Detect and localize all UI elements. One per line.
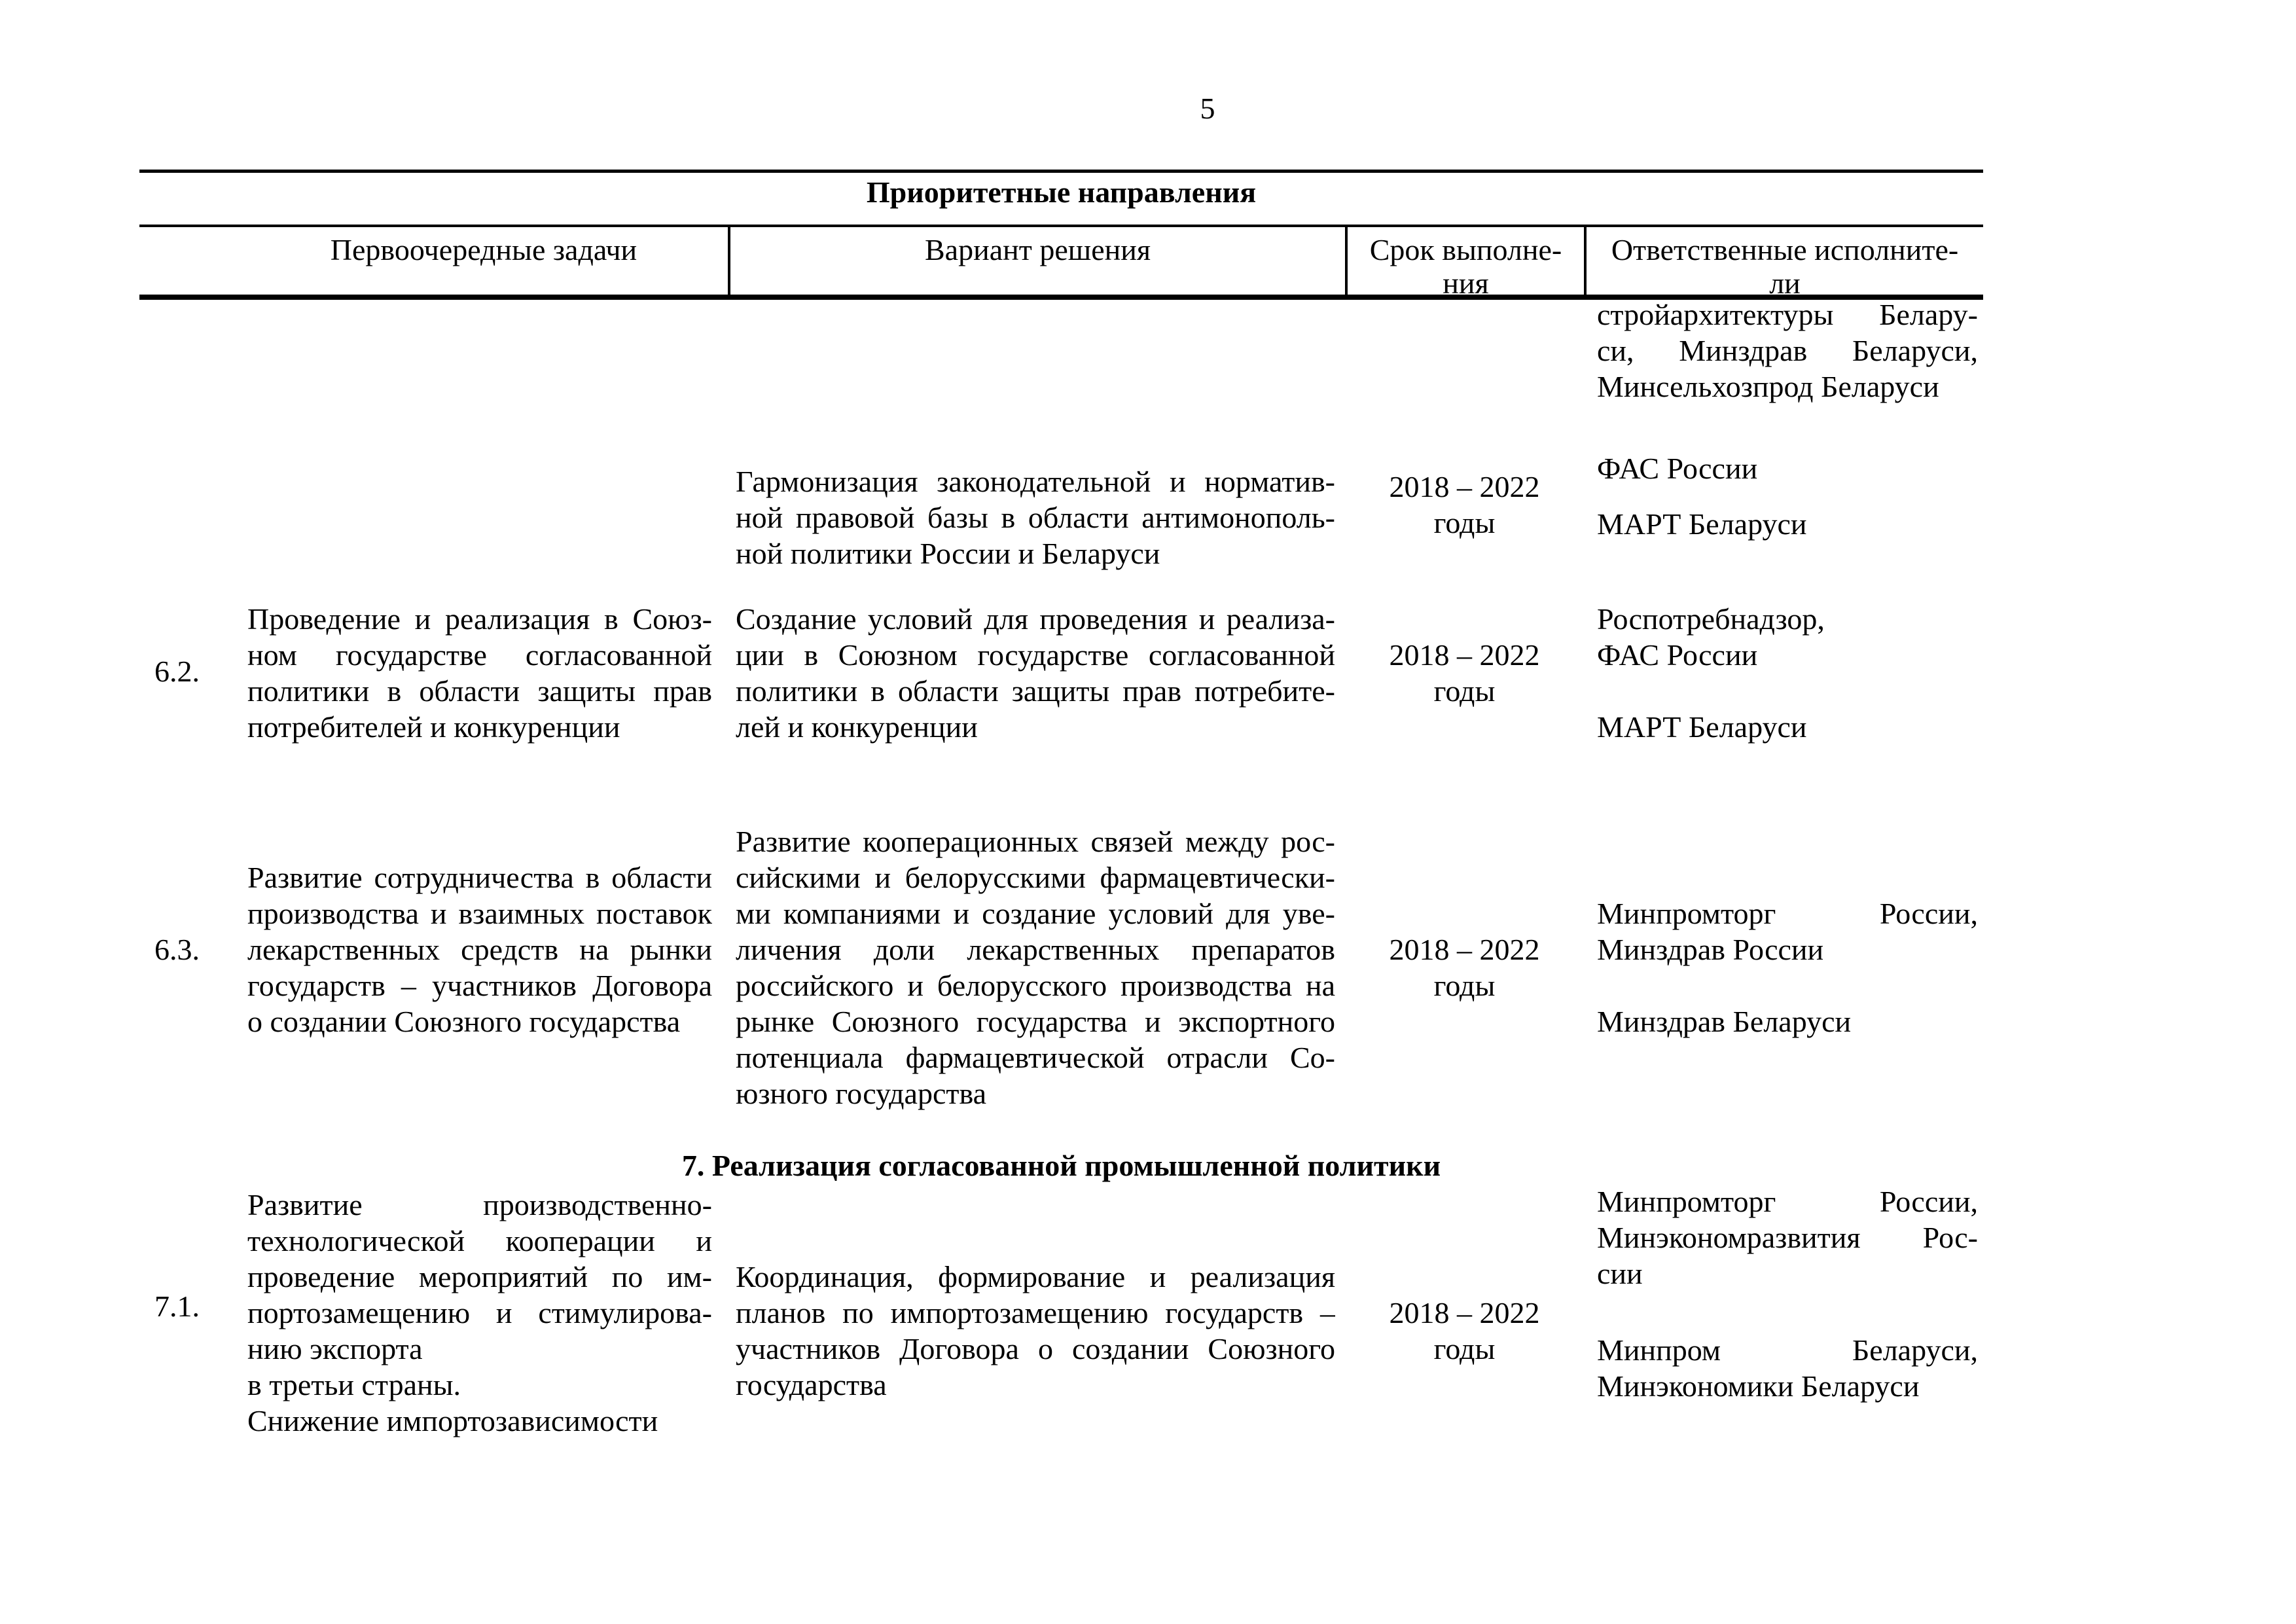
row-6-2-solution (736, 601, 1335, 745)
text-line: МАРТ Беларуси (1597, 507, 1807, 541)
row-7-1-task (247, 1187, 712, 1439)
text-line: Снижение импортозависимости (247, 1404, 658, 1437)
text-line: 2018 – 2022 (1389, 470, 1540, 503)
text-line: Минсельхозпрод Беларуси (1597, 370, 1939, 403)
table-header-row (139, 225, 1983, 300)
text-line: Создание условий для проведения и реализа- (736, 602, 1335, 636)
text-line: портозамещению и стимулирова- (247, 1296, 712, 1329)
row-7-1-resp-russia (1597, 1183, 1978, 1291)
row-7-1-resp-belarus (1597, 1332, 1978, 1404)
text-line: ном государстве согласованной (247, 638, 712, 672)
text-line: государства (736, 1368, 887, 1401)
header-label-resp-line2: ли (1769, 266, 1801, 300)
text-line: ной политики России и Беларуси (736, 537, 1160, 570)
text-line: в третьи страны. (247, 1368, 461, 1401)
text-line: проведение мероприятий по им- (247, 1260, 712, 1293)
harmonization-resp-mart (1597, 506, 1978, 542)
header-cell-resp (1584, 227, 1983, 300)
text-line: 7.1. (154, 1290, 200, 1323)
header-cell-term (1345, 227, 1584, 300)
text-line: государств – участников Договора (247, 969, 712, 1002)
row-7-1-term (1352, 1295, 1577, 1367)
header-label-solution: Вариант решения (925, 233, 1151, 266)
row-7-1-solution (736, 1259, 1335, 1403)
text-line: сии (1597, 1257, 1643, 1290)
row-6-3-resp-belarus (1597, 1003, 1978, 1039)
text-line: ФАС России (1597, 638, 1758, 672)
text-line: Минздрав Беларуси (1597, 1005, 1852, 1038)
header-cell-tasks (139, 227, 728, 295)
text-line: ции в Союзном государстве согласованной (736, 638, 1335, 672)
harmonization-resp-fas (1597, 450, 1978, 486)
text-line: Координация, формирование и реализация (736, 1260, 1335, 1293)
text-line: Роспотребнадзор, (1597, 602, 1825, 636)
text-line: нию экспорта (247, 1332, 423, 1365)
text-line: Гармонизация законодательной и норматив- (736, 465, 1335, 498)
text-line: годы (1433, 674, 1496, 708)
text-line: потребителей и конкуренции (247, 710, 620, 744)
text-line: участников Договора о создании Союзного (736, 1332, 1335, 1365)
row-6-2-resp-russia (1597, 601, 1978, 673)
row-6-2-task (247, 601, 712, 745)
text-line: планов по импортозамещению государств – (736, 1296, 1335, 1329)
text-line: 6.2. (154, 655, 200, 688)
text-line: политики в области защиты прав (247, 674, 712, 708)
text-line: производства и взаимных поставок (247, 897, 712, 930)
page-number: 5 (1200, 92, 1215, 125)
row-6-2-term (1352, 637, 1577, 709)
text-line: российского и белорусского производства на (736, 969, 1335, 1002)
text-line: си, Минздрав Беларуси, (1597, 334, 1978, 367)
row-6-3-num (154, 931, 240, 967)
text-line: Минэкономики Беларуси (1597, 1369, 1920, 1403)
text-line: Минпром Беларуси, (1597, 1333, 1978, 1367)
text-line: сийскими и белорусскими фармацевтически- (736, 861, 1335, 894)
text-line: годы (1433, 1332, 1496, 1365)
text-line: юзного государства (736, 1077, 987, 1110)
text-line: Развитие кооперационных связей между рос- (736, 825, 1335, 858)
text-line: Проведение и реализация в Союз- (247, 602, 712, 636)
row-6-3-resp-russia (1597, 895, 1978, 967)
text-line: Минздрав России (1597, 933, 1824, 966)
row-6-3-term (1352, 931, 1577, 1003)
text-line: Развитие сотрудничества в области (247, 861, 712, 894)
header-label-term-line2: ния (1443, 266, 1489, 300)
text-line: годы (1433, 506, 1496, 539)
header-label-resp-line1: Ответственные исполните- (1611, 233, 1959, 266)
text-line: 6.3. (154, 933, 200, 966)
text-line: ми компаниями и создание условий для уве- (736, 897, 1335, 930)
text-line: технологической кооперации и (247, 1224, 712, 1257)
text-line: 2018 – 2022 (1389, 933, 1540, 966)
text-line: личения доли лекарственных препаратов (736, 933, 1335, 966)
cont-resp-builders (1597, 297, 1978, 405)
harmonization-term (1352, 469, 1577, 541)
text-line: 2018 – 2022 (1389, 638, 1540, 672)
top-rule (139, 170, 1983, 173)
document-title: Приоритетные направления (866, 175, 1257, 209)
text-line: о создании Союзного государства (247, 1005, 681, 1038)
text-line: политики в области защиты прав потребите- (736, 674, 1335, 708)
text-line: Минпромторг России, (1597, 897, 1978, 930)
text-line: Минпромторг России, (1597, 1185, 1978, 1218)
row-6-3-task (247, 859, 712, 1039)
harmonization-solution (736, 463, 1335, 571)
text-line: ной правовой базы в области антимонополь- (736, 501, 1335, 534)
text-line: потенциала фармацевтической отрасли Со- (736, 1041, 1335, 1074)
text-line: лекарственных средств на рынки (247, 933, 712, 966)
row-6-3-solution (736, 823, 1335, 1111)
header-cell-solution (728, 227, 1345, 295)
row-6-2-num (154, 653, 240, 689)
text-line: Развитие производственно- (247, 1188, 712, 1221)
text-line: ФАС России (1597, 452, 1758, 485)
section-7-heading: 7. Реализация согласованной промышленной политики (681, 1149, 1441, 1182)
header-label-tasks: Первоочередные задачи (330, 233, 637, 266)
row-7-1-num (154, 1288, 240, 1324)
text-line: стройархитектуры Белару- (1597, 298, 1978, 331)
text-line: МАРТ Беларуси (1597, 710, 1807, 744)
text-line: 2018 – 2022 (1389, 1296, 1540, 1329)
text-line: годы (1433, 969, 1496, 1002)
row-6-2-resp-belarus (1597, 709, 1978, 745)
header-number-spacer (139, 233, 240, 295)
text-line: лей и конкуренции (736, 710, 978, 744)
text-line: Минэкономразвития Рос- (1597, 1221, 1978, 1254)
header-label-term-line1: Срок выполне- (1369, 233, 1562, 266)
text-line: рынке Союзного государства и экспортного (736, 1005, 1335, 1038)
